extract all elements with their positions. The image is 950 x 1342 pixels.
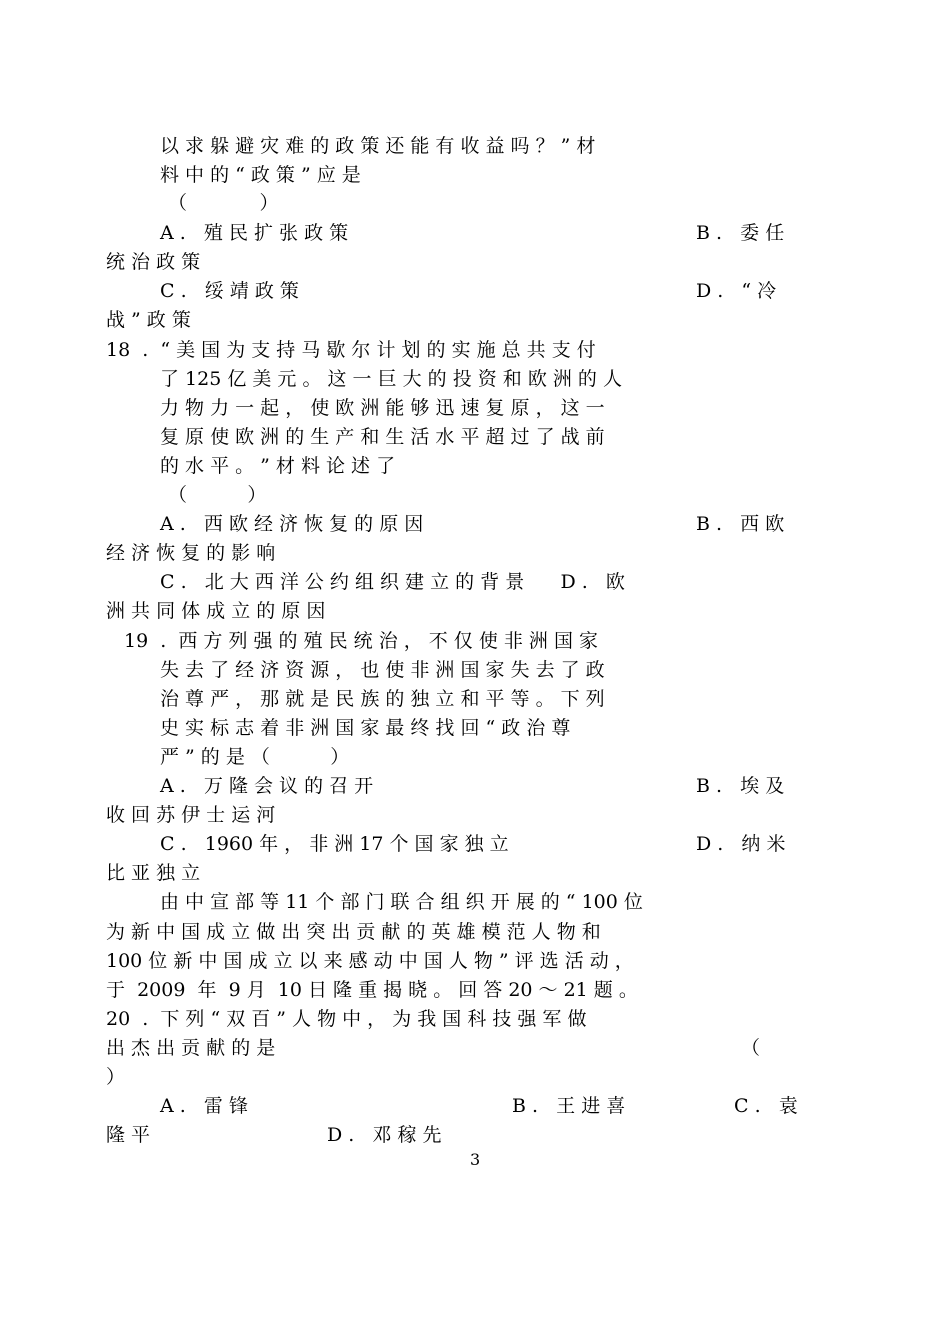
text-line: 洲 共 同 体 成 立 的 原 因 <box>106 600 326 622</box>
answer-blank-close: ） <box>106 1066 126 1088</box>
text-line: 隆 平 <box>106 1124 151 1146</box>
text-line: 史 实 标 志 着 非 洲 国 家 最 终 找 回 “ 政 治 尊 <box>160 717 571 739</box>
option-c-d: C . 北 大 西 洋 公 约 组 织 建 立 的 背 景 D . 欧 <box>160 571 625 593</box>
question-19: 19 . 西 方 列 强 的 殖 民 统 治 ， 不 仅 使 非 洲 国 家 <box>124 630 599 652</box>
question-20: 20 . 下 列 “ 双 百 ” 人 物 中 ， 为 我 国 科 技 强 军 做 <box>106 1008 587 1030</box>
text-line: 严 ” 的 是 （ ） <box>160 746 350 768</box>
page-number: 3 <box>470 1150 481 1169</box>
option-c: C . 袁 <box>734 1095 798 1117</box>
text-line: 为 新 中 国 成 立 做 出 突 出 贡 献 的 英 雄 模 范 人 物 和 <box>106 921 601 943</box>
text-line: 统 治 政 策 <box>106 251 201 273</box>
option-a: A . 雷 锋 <box>160 1095 248 1117</box>
text-line: 治 尊 严 ， 那 就 是 民 族 的 独 立 和 平 等 。 下 列 <box>160 688 605 710</box>
option-b: B . 委 任 <box>696 222 785 244</box>
passage-intro: 由 中 宣 部 等 11 个 部 门 联 合 组 织 开 展 的 “ 100 位 <box>160 891 643 913</box>
answer-blank: （ ） <box>168 192 279 214</box>
text-line: 力 物 力 一 起 ， 使 欧 洲 能 够 迅 速 复 原 ， 这 一 <box>160 397 605 419</box>
text-line: 的 水 平 。 ” 材 料 论 述 了 <box>160 455 396 477</box>
answer-blank: （ ） <box>168 484 267 506</box>
text-line: 出 杰 出 贡 献 的 是 <box>106 1037 276 1059</box>
text-line: 以 求 躲 避 灾 难 的 政 策 还 能 有 收 益 吗 ？ ” 材 <box>160 135 596 157</box>
option-a: A . 西 欧 经 济 恢 复 的 原 因 <box>160 513 424 535</box>
text-line: 经 济 恢 复 的 影 响 <box>106 542 276 564</box>
option-a: A . 万 隆 会 议 的 召 开 <box>160 775 374 797</box>
answer-blank-open: （ <box>741 1037 761 1059</box>
text-line: 于 2009 年 9 月 10 日 隆 重 揭 晓 。 回 答 20 ～ 21 题 。 <box>106 979 638 1001</box>
option-d: D . “ 冷 <box>696 280 777 302</box>
text-line: 100 位 新 中 国 成 立 以 来 感 动 中 国 人 物 ” 评 选 活 动 ， <box>106 950 634 972</box>
option-b: B . 西 欧 <box>696 513 785 535</box>
question-18: 18 . “ 美 国 为 支 持 马 歇 尔 计 划 的 实 施 总 共 支 付 <box>106 339 596 361</box>
option-d: D . 纳 米 <box>696 833 786 855</box>
text-line: 战 ” 政 策 <box>106 309 191 331</box>
text-line: 失 去 了 经 济 资 源 ， 也 使 非 洲 国 家 失 去 了 政 <box>160 659 605 681</box>
option-a: A . 殖 民 扩 张 政 策 <box>160 222 349 244</box>
text-line: 了 125 亿 美 元 。 这 一 巨 大 的 投 资 和 欧 洲 的 人 <box>160 368 622 390</box>
text-line: 复 原 使 欧 洲 的 生 产 和 生 活 水 平 超 过 了 战 前 <box>160 426 605 448</box>
option-d: D . 邓 稼 先 <box>327 1124 442 1146</box>
text-line: 比 亚 独 立 <box>106 862 201 884</box>
option-c: C . 绥 靖 政 策 <box>160 280 299 302</box>
text-line: 料 中 的 “ 政 策 ” 应 是 <box>160 164 361 186</box>
option-c: C . 1960 年 ， 非 洲 17 个 国 家 独 立 <box>160 833 509 855</box>
option-b: B . 王 进 喜 <box>512 1095 626 1117</box>
text-line: 收 回 苏 伊 士 运 河 <box>106 804 276 826</box>
option-b: B . 埃 及 <box>696 775 785 797</box>
